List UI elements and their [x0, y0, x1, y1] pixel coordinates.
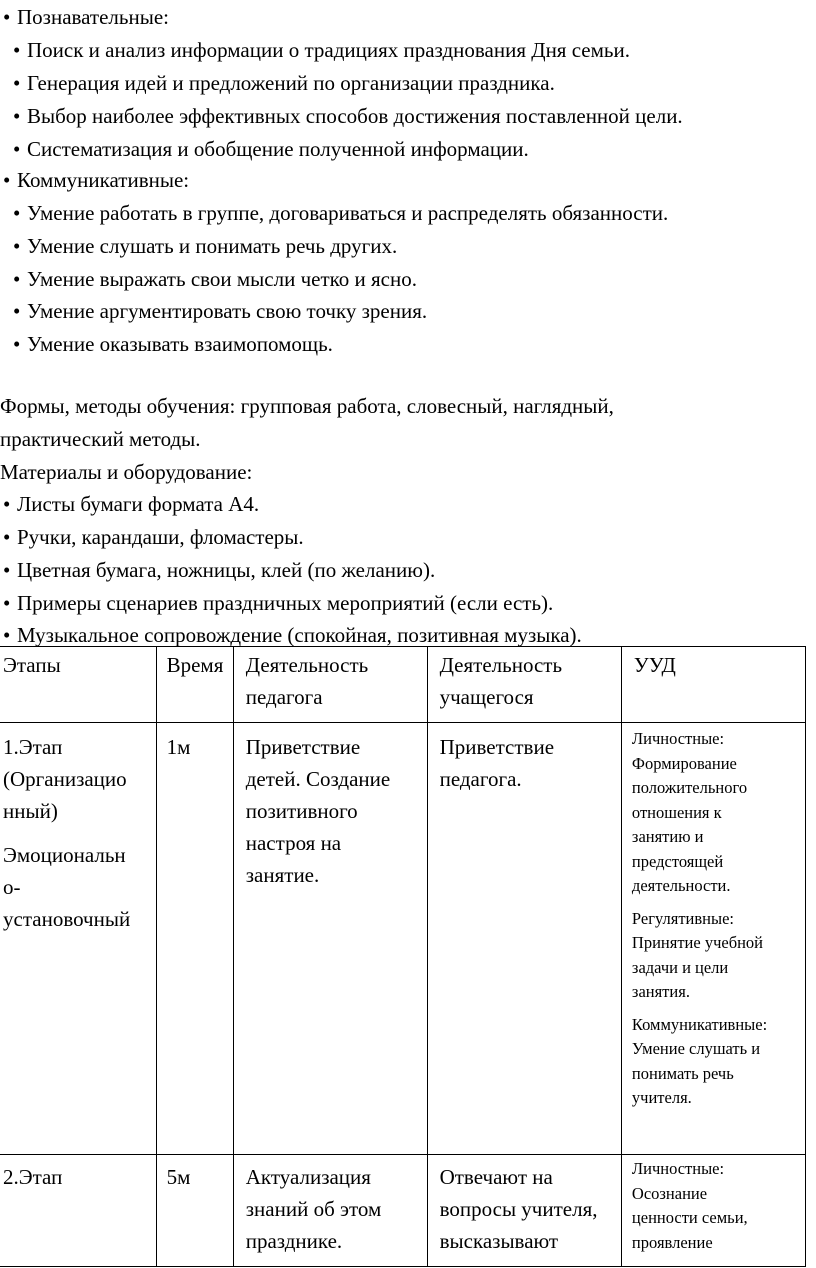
header-uud: УУД — [621, 647, 805, 723]
row1-time: 1м — [156, 723, 233, 1155]
row2-stage: 2.Этап — [0, 1155, 156, 1267]
table-row — [0, 723, 806, 1155]
row1-uud: Личностные: Формирование положительного отношения к занятию и предстоящей деятельности. Регулятивные: Принятие учебной задачи и цели занятия. Коммуникативные: Умение слушать и понимать речь учителя. — [621, 723, 805, 1155]
list-item: • Умение работать в группе, договариваться и распределять обязанности. — [13, 201, 669, 225]
list-item: • Листы бумаги формата А4. — [3, 492, 260, 516]
row1-stage: 1.Этап (Организацио нный) Эмоциональн о- установочный — [0, 723, 156, 1155]
row2-time: 5м — [156, 1155, 233, 1267]
materials-heading: Материалы и оборудование: — [0, 460, 253, 484]
table-header-row — [0, 647, 806, 723]
lesson-table — [0, 646, 806, 1267]
list-item: • Ручки, карандаши, фломастеры. — [3, 525, 304, 549]
row1-teacher: Приветствие детей. Создание позитивного настроя на занятие. — [233, 723, 427, 1155]
list-item: • Систематизация и обобщение полученной информации. — [13, 137, 529, 161]
list-item: • Умение выражать свои мысли четко и ясно. — [13, 267, 417, 291]
list-item: • Поиск и анализ информации о традициях празднования Дня семьи. — [13, 38, 630, 62]
list-item: • Умение аргументировать свою точку зрения. — [13, 299, 428, 323]
bullet: • — [3, 5, 11, 29]
forms-line: практический методы. — [0, 427, 201, 451]
list-item: • Примеры сценариев праздничных мероприятий (если есть). — [3, 591, 554, 615]
forms-line: Формы, методы обучения: групповая работа, словесный, наглядный, — [0, 394, 614, 418]
communicative-heading: • Коммуникативные: — [3, 168, 190, 192]
list-item: • Умение оказывать взаимопомощь. — [13, 332, 333, 356]
list-item: • Выбор наиболее эффективных способов достижения поставленной цели. — [13, 104, 683, 128]
list-item: • Цветная бумага, ножницы, клей (по желанию). — [3, 558, 436, 582]
row2-teacher: Актуализация знаний об этом празднике. — [233, 1155, 427, 1267]
header-time: Время — [156, 647, 233, 723]
table-row — [0, 1155, 806, 1267]
row2-student: Отвечают на вопросы учителя, высказывают — [427, 1155, 621, 1267]
list-item: • Музыкальное сопровождение (спокойная, позитивная музыка). — [3, 623, 582, 647]
list-item: • Умение слушать и понимать речь других. — [13, 234, 398, 258]
list-item: • Генерация идей и предложений по организации праздника. — [13, 71, 555, 95]
row2-uud: Личностные: Осознание ценности семьи, проявление — [621, 1155, 805, 1267]
cognitive-heading: • Познавательные: — [3, 5, 169, 29]
header-stages: Этапы — [0, 647, 156, 723]
header-teacher: Деятельность педагога — [233, 647, 427, 723]
row1-student: Приветствие педагога. — [427, 723, 621, 1155]
header-student: Деятельность учащегося — [427, 647, 621, 723]
